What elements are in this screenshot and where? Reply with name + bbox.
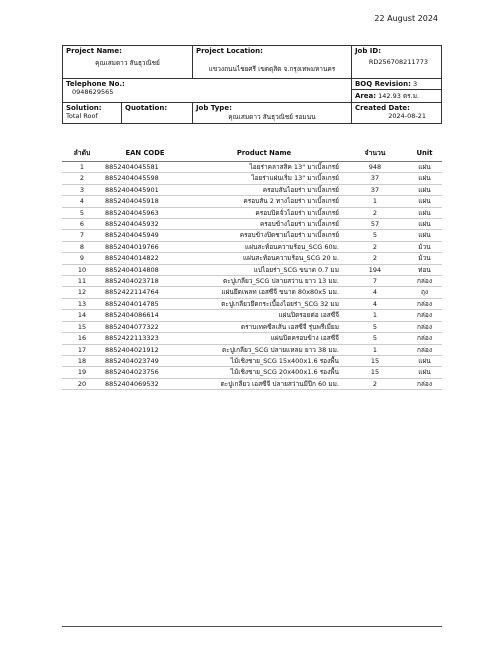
row-quantity: 15 [343,367,407,378]
row-number: 10 [62,264,102,275]
row-product-name: ครอบสัน 2 ทางไอยร่า มาเบิ้ลเกรย์ [187,196,343,207]
row-product-name: ตะปูเกลียวยึดกระเบื้องไอยร่า_SCG 32 มม [187,298,343,309]
project-name-value: คุณเสมดาว สันธุวณิชย์ [95,59,160,67]
row-unit: กล่อง [407,321,442,332]
product-rows [62,162,442,390]
quotation-cell [122,103,193,124]
area-value: 142.93 ตร.ม. [378,92,420,100]
row-quantity: 2 [343,241,407,252]
row-quantity: 2 [343,378,407,389]
job-type-label: Job Type: [195,104,232,112]
row-product-name: แผ่นปิดครอบข้าง เอสซีจี [187,333,343,344]
row-number: 16 [62,333,102,344]
row-ean-code: 8852404045598 [102,173,187,184]
telephone-label: Telephone No.: [66,80,125,88]
row-ean-code: 8852404069532 [102,378,187,389]
row-unit: ถุง [407,287,442,298]
row-product-name: ครอบสันไอยร่า มาเบิ้ลเกรย์ [187,184,343,195]
row-ean-code: 8852404077322 [102,321,187,332]
project-name-cell [63,46,193,79]
telephone-value: 0948629565 [72,88,114,96]
row-ean-code: 8852422113323 [102,333,187,344]
row-ean-code: 8852404045963 [102,207,187,218]
row-ean-code: 8852404014808 [102,264,187,275]
row-number: 4 [62,196,102,207]
job-id-cell [351,46,441,79]
row-ean-code: 8852404045932 [102,219,187,230]
row-product-name: ตะปูเกลียว_SCG ปลายสว่าน ยาว 13 มม. [187,276,343,287]
row-unit: แผ่น [407,230,442,241]
table-row [62,173,442,184]
solution-cell [63,103,122,124]
table-row [62,321,442,332]
footer-divider [62,626,442,627]
solution-label: Solution: [66,104,102,112]
row-quantity: 37 [343,173,407,184]
row-number: 14 [62,310,102,321]
table-row [62,230,442,241]
project-location-label: Project Location: [195,47,263,55]
created-date-cell [351,103,441,124]
row-product-name: แผ่นยึดเพลท เอสซีจี ขนาด 80x80x5 มม. [187,287,343,298]
row-quantity: 5 [343,333,407,344]
table-row [62,253,442,264]
row-number: 12 [62,287,102,298]
row-product-name: ตะปูเกลียว_SCG ปลายแหลม ยาว 38 มม. [187,344,343,355]
col-header-no: ลำดับ [62,145,102,162]
row-unit: แผ่น [407,196,442,207]
row-quantity: 948 [343,162,407,173]
boq-value: 3 [412,80,418,88]
table-row [62,207,442,218]
row-unit: แผ่น [407,173,442,184]
row-quantity: 57 [343,219,407,230]
row-quantity: 2 [343,253,407,264]
row-unit: กล่อง [407,378,442,389]
row-product-name: แผ่นสะท้อนความร้อน_SCG 20 ม. [187,253,343,264]
table-row [62,367,442,378]
table-row [62,287,442,298]
row-ean-code: 8852404045901 [102,184,187,195]
row-unit: แผ่น [407,162,442,173]
row-product-name: ครอบปิดจั่วไอยร่า มาเบิ้ลเกรย์ [187,207,343,218]
quotation-label: Quotation: [125,104,168,112]
row-product-name: แผ่นปิดรอยต่อ เอสซีจี [187,310,343,321]
row-number: 18 [62,355,102,366]
table-row [62,184,442,195]
row-unit: แผ่น [407,355,442,366]
row-product-name: ครอบข้างไอยร่า มาเบิ้ลเกรย์ [187,219,343,230]
row-product-name: ดราบเทคซีลเส้น เอสซีจี รุ่นพรีเมี่ยม [187,321,343,332]
job-id-label: Job ID: [354,47,382,55]
row-ean-code: 8852404023756 [102,367,187,378]
row-ean-code: 8852404086614 [102,310,187,321]
row-product-name: ครอบข้างปิดชายไอยร่า มาเบิ้ลเกรย์ [187,230,343,241]
row-unit: กล่อง [407,276,442,287]
row-unit: แผ่น [407,367,442,378]
row-quantity: 1 [343,344,407,355]
row-number: 6 [62,219,102,230]
project-info-table [62,45,442,124]
row-number: 20 [62,378,102,389]
row-ean-code: 8852422114764 [102,287,187,298]
row-unit: กล่อง [407,333,442,344]
row-number: 8 [62,241,102,252]
row-quantity: 5 [343,230,407,241]
row-ean-code: 8852404021912 [102,344,187,355]
project-location-value: แขวงถนนไชยศรี เขตดุสิต จ.กรุงเทพมหานคร [208,65,336,73]
row-unit: แผ่น [407,207,442,218]
row-unit: กล่อง [407,344,442,355]
row-quantity: 37 [343,184,407,195]
table-row [62,333,442,344]
telephone-cell [63,79,352,103]
project-name-label: Project Name: [66,47,122,55]
row-product-name: ไอยร่าคลาสสิค 13" มาเบิ้ลเกรย์ [187,162,343,173]
job-id-value: RD256708211773 [368,58,428,66]
col-header-unit: Unit [407,145,442,162]
row-ean-code: 8852404045918 [102,196,187,207]
table-row [62,196,442,207]
product-table [62,145,442,390]
row-number: 15 [62,321,102,332]
row-quantity: 1 [343,310,407,321]
row-product-name: แผ่นสะท้อนความร้อน_SCG 60ม. [187,241,343,252]
row-number: 13 [62,298,102,309]
row-product-name: แปไอยร่า_SCG ขนาด 0.7 มม [187,264,343,275]
row-unit: แผ่น [407,219,442,230]
job-type-cell [192,103,351,124]
row-number: 19 [62,367,102,378]
created-date-value: 2024-08-21 [388,112,426,120]
row-quantity: 4 [343,287,407,298]
report-date: 22 August 2024 [374,14,438,23]
table-row [62,162,442,173]
row-quantity: 2 [343,207,407,218]
row-ean-code: 8852404045581 [102,162,187,173]
area-label: Area: [354,92,377,100]
table-row [62,241,442,252]
table-row [62,378,442,389]
row-number: 11 [62,276,102,287]
row-ean-code: 8852404045949 [102,230,187,241]
row-quantity: 194 [343,264,407,275]
row-quantity: 7 [343,276,407,287]
row-product-name: ไม้เชิงชาย_SCG 15x400x1.6 รองพื้น [187,355,343,366]
row-quantity: 15 [343,355,407,366]
solution-value: Total Roof [66,112,98,120]
col-header-product: Product Name [187,145,343,162]
row-unit: แผ่น [407,184,442,195]
col-header-ean: EAN CODE [102,145,187,162]
table-row [62,298,442,309]
boq-cell [351,79,441,90]
area-cell [351,90,441,103]
col-header-qty: จำนวน [343,145,407,162]
table-row [62,276,442,287]
row-number: 3 [62,184,102,195]
job-type-value: คุณเสมดาว สันธุวณิชย์ รอมนน [228,113,316,121]
created-date-label: Created Date: [354,104,410,112]
row-unit: ท่อน [407,264,442,275]
table-row [62,310,442,321]
project-location-cell [192,46,351,79]
row-quantity: 1 [343,196,407,207]
row-number: 5 [62,207,102,218]
row-number: 9 [62,253,102,264]
row-unit: ม้วน [407,253,442,264]
table-row [62,344,442,355]
row-number: 2 [62,173,102,184]
row-product-name: ตะปูเกลียว เอสซีจี ปลายสว่านมีปีก 60 มม. [187,378,343,389]
row-unit: ม้วน [407,241,442,252]
row-ean-code: 8852404014822 [102,253,187,264]
row-unit: กล่อง [407,310,442,321]
row-quantity: 4 [343,298,407,309]
row-number: 1 [62,162,102,173]
row-product-name: ไม้เชิงชาย_SCG 20x400x1.6 รองพื้น [187,367,343,378]
row-ean-code: 8852404014785 [102,298,187,309]
table-row [62,355,442,366]
row-ean-code: 8852404023718 [102,276,187,287]
table-row [62,219,442,230]
row-number: 17 [62,344,102,355]
row-product-name: ไอยร่าแผ่นเริ่ม 13" มาเบิ้ลเกรย์ [187,173,343,184]
row-unit: กล่อง [407,298,442,309]
row-ean-code: 8852404023749 [102,355,187,366]
row-quantity: 5 [343,321,407,332]
product-table-header [62,145,442,162]
table-row [62,264,442,275]
boq-label: BOQ Revision: [354,80,411,88]
row-ean-code: 8852404019766 [102,241,187,252]
row-number: 7 [62,230,102,241]
